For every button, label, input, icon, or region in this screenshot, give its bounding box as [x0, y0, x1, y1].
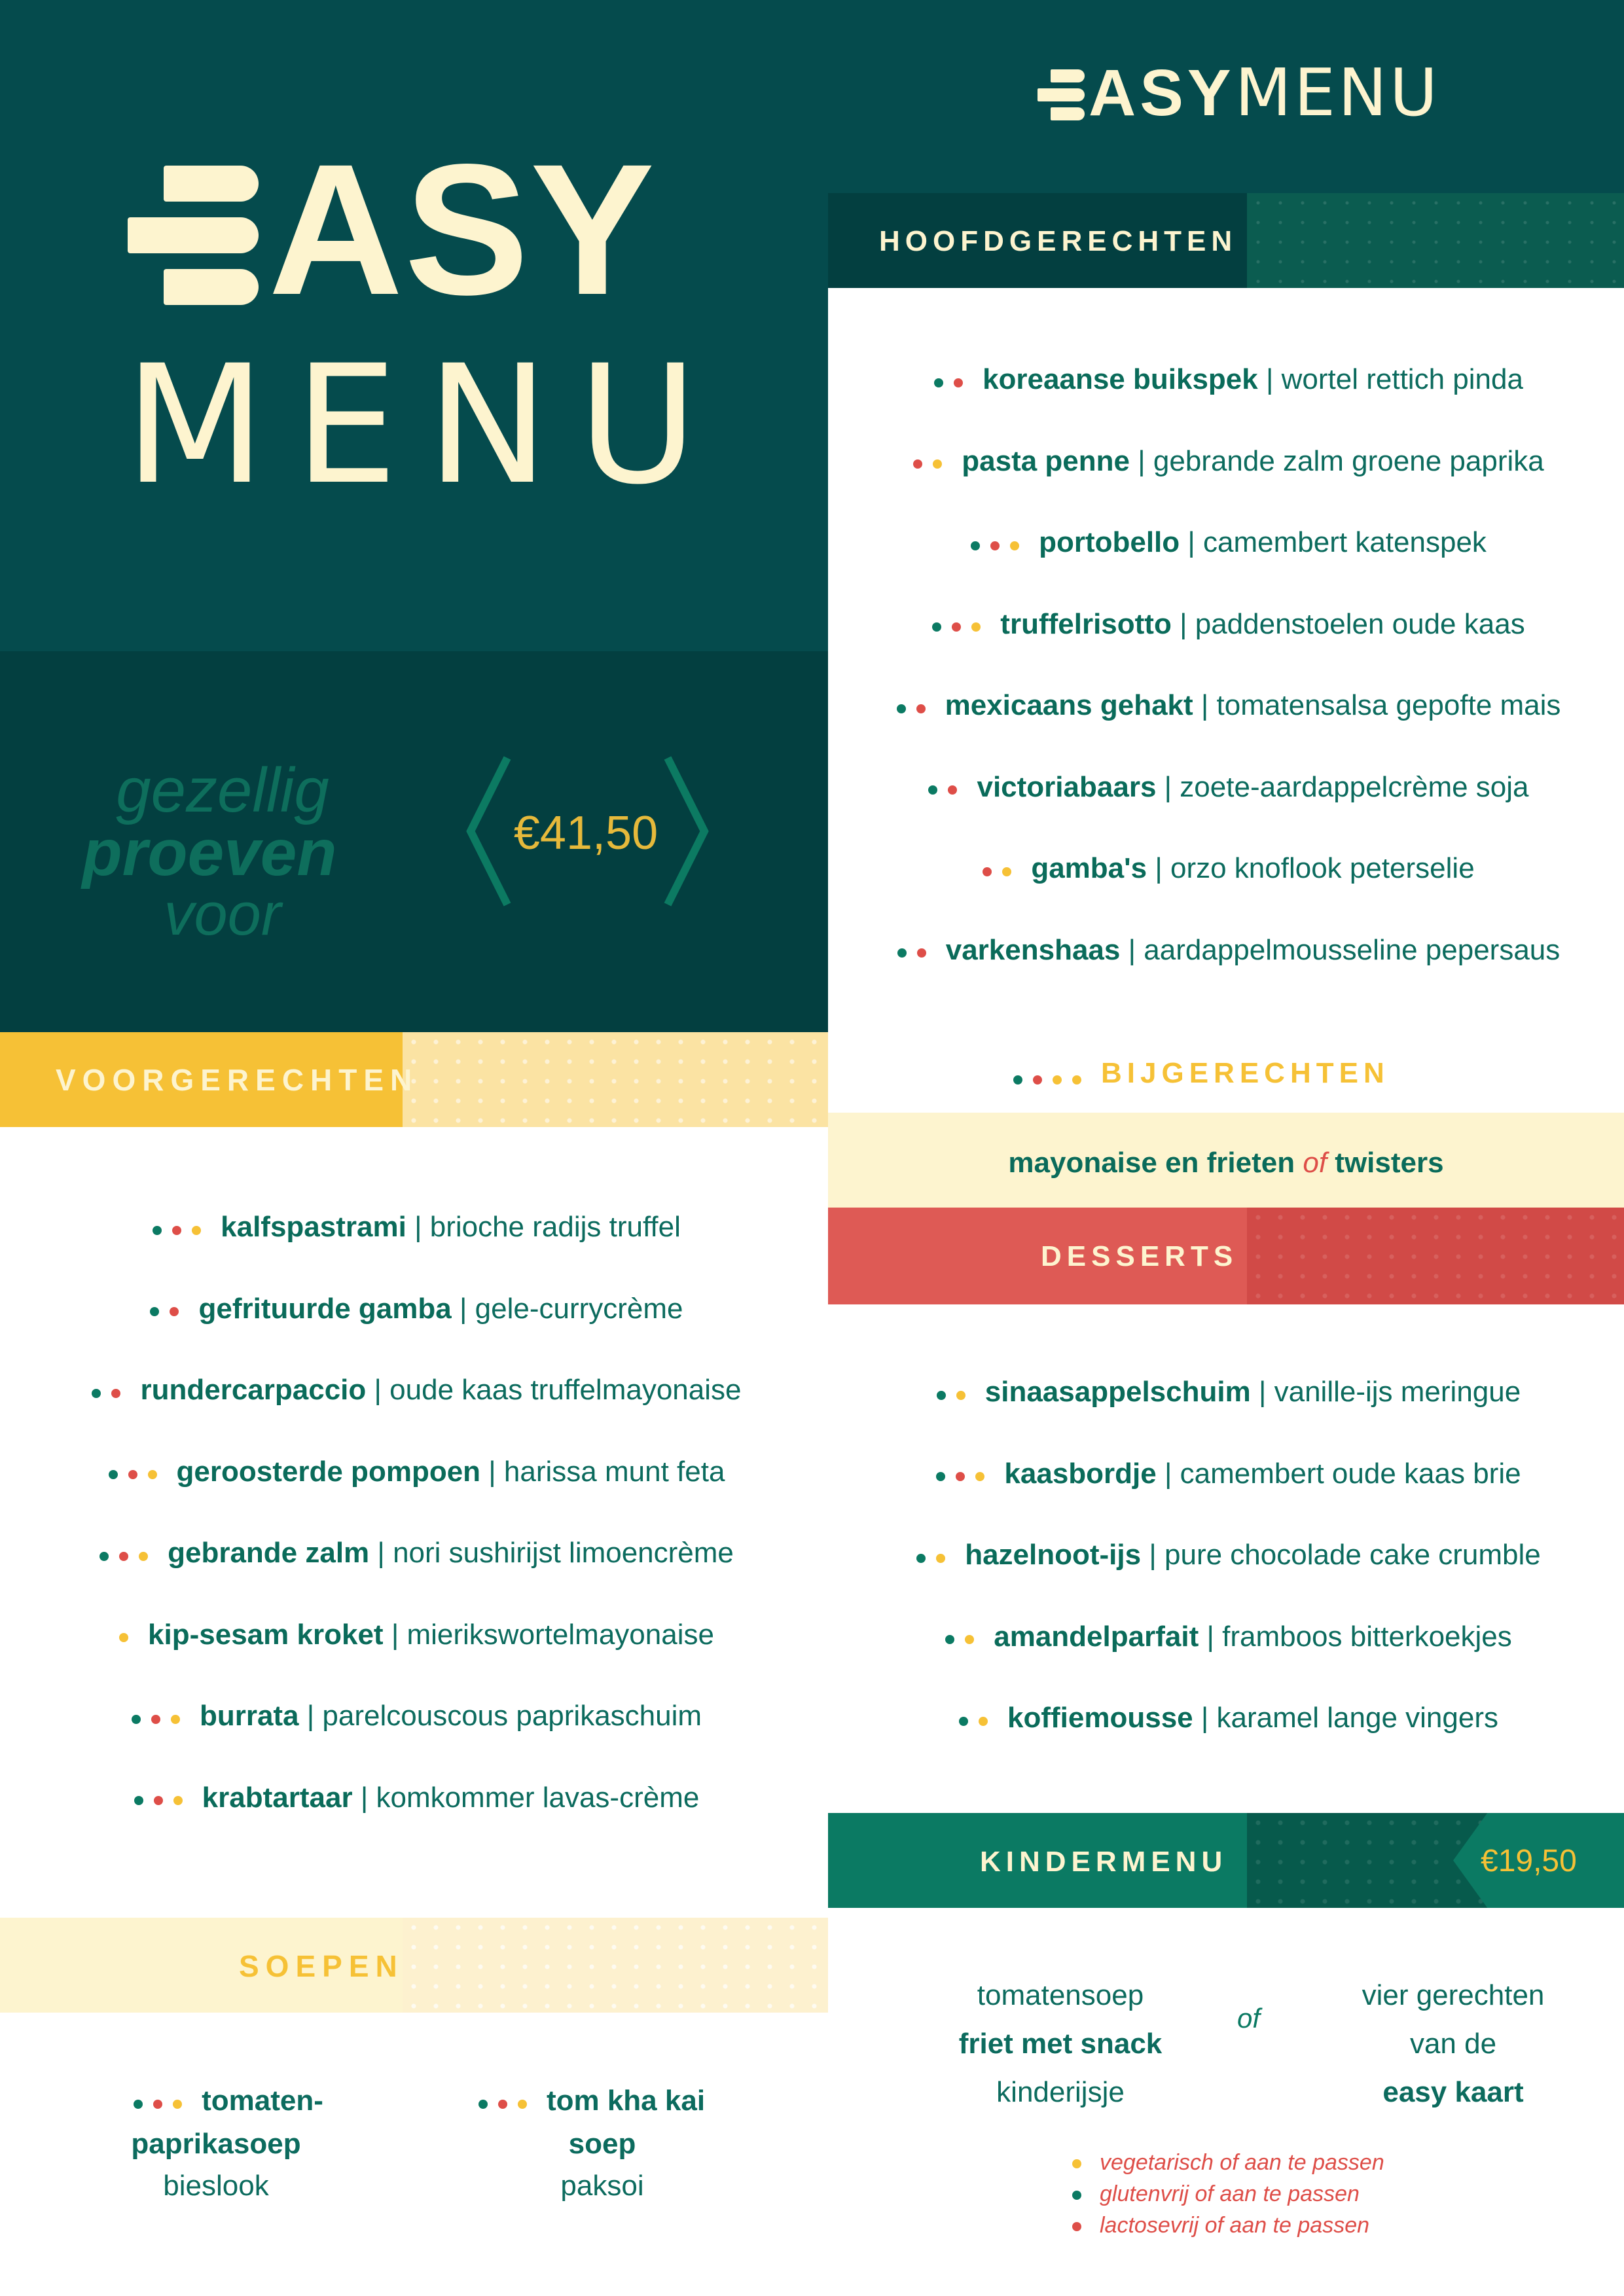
diet-dot-icon	[134, 1796, 143, 1805]
diet-dot-icon	[933, 459, 942, 469]
menu-item-name: truffelrisotto	[1000, 607, 1172, 640]
voorgerechten-title: VOORGERECHTEN	[56, 1063, 419, 1097]
soup-tomkhakai	[419, 2085, 759, 2202]
diet-dots	[129, 1783, 188, 1816]
menu-item-desc: | paddenstoelen oude kaas	[1180, 607, 1525, 640]
kindermenu-right-1: vier gerechten	[1362, 1979, 1545, 2011]
bijgerechten-text-2: twisters	[1335, 1147, 1444, 1179]
menu-item	[0, 1537, 828, 1571]
diet-dot-icon	[111, 1389, 120, 1398]
diet-dot-icon	[936, 1554, 945, 1563]
diet-dots	[954, 1703, 993, 1736]
diet-dots	[94, 1538, 153, 1571]
hero-logo-menu: MENU	[124, 330, 727, 520]
menu-item-desc: | harissa munt feta	[488, 1455, 725, 1488]
soup-tomkhakai-line2: soep	[568, 2128, 636, 2161]
menu-item-name: koffiemousse	[1007, 1702, 1193, 1734]
menu-item	[828, 1458, 1624, 1492]
diet-dots	[929, 365, 968, 397]
menu-item	[828, 445, 1624, 479]
soepen-pattern	[403, 1918, 828, 2013]
header-logo-menu: MENU	[1235, 54, 1441, 131]
diet-dots	[103, 1457, 162, 1490]
menu-item	[828, 1702, 1624, 1736]
diet-dot-icon	[916, 704, 926, 713]
kindermenu-price: €19,50	[1481, 1844, 1577, 1878]
diet-dot-icon	[99, 1552, 109, 1561]
diet-dot-icon	[153, 1226, 162, 1235]
hoofdgerechten-title: HOOFDGERECHTEN	[879, 225, 1238, 257]
diet-dot-icon	[109, 1470, 118, 1479]
diet-dots	[923, 772, 962, 805]
diet-dot-icon	[170, 1307, 179, 1316]
soup-tomaten-dots	[128, 2086, 187, 2119]
legend-item	[1067, 2210, 1525, 2241]
menu-item-desc: | orzo knoflook peterselie	[1155, 852, 1475, 884]
diet-dots	[126, 1701, 185, 1734]
menu-item	[828, 1621, 1624, 1655]
kindermenu-left-2: friet met snack	[958, 2028, 1163, 2060]
diet-dot-icon	[971, 622, 981, 632]
menu-item	[0, 1374, 828, 1408]
diet-dots	[892, 935, 931, 968]
menu-item-name: gamba's	[1031, 852, 1147, 884]
menu-item	[828, 771, 1624, 805]
legend-text: glutenvrij of aan te passen	[1100, 2181, 1360, 2206]
menu-item	[0, 1456, 828, 1490]
diet-dot-icon	[132, 1715, 141, 1724]
tagline-voor: voor	[164, 881, 281, 948]
menu-item-desc: | wortel rettich pinda	[1265, 363, 1523, 395]
legend-item	[1067, 2147, 1525, 2178]
menu-item	[828, 608, 1624, 642]
kindermenu-left-3: kinderijsje	[996, 2076, 1125, 2108]
menu-item-desc: | camembert katenspek	[1187, 526, 1487, 558]
legend-item	[1067, 2178, 1525, 2210]
header-logo-bars-icon	[1038, 68, 1085, 122]
tagline-gezellig: gezellig	[116, 755, 329, 825]
kindermenu-left	[916, 1971, 1204, 2117]
diet-dots	[911, 1540, 950, 1573]
diet-dot-icon	[917, 948, 926, 958]
diet-dot-icon	[173, 1796, 183, 1805]
diet-dot-icon	[1010, 541, 1019, 550]
diet-dot-icon	[934, 378, 943, 387]
diet-dots	[940, 1622, 979, 1655]
diet-dot-icon	[956, 1391, 965, 1400]
diet-dot-icon	[916, 1554, 926, 1563]
soup-tomaten-line2: paprikasoep	[131, 2128, 301, 2161]
price-bracket-right-icon	[661, 753, 713, 910]
menu-item-name: sinaasappelschuim	[984, 1376, 1251, 1408]
kindermenu-of: of	[1237, 2003, 1261, 2034]
diet-dots	[931, 1377, 971, 1410]
diet-dot-icon	[928, 785, 937, 795]
menu-item-desc: | pure chocolade cake crumble	[1149, 1539, 1541, 1571]
tagline-proeven: proeven	[82, 816, 337, 889]
bijgerechten-header	[1008, 1059, 1466, 1092]
menu-item	[0, 1700, 828, 1734]
kindermenu-right-2: van de	[1409, 2028, 1497, 2060]
diet-dot-icon	[945, 1635, 954, 1644]
menu-item	[0, 1619, 828, 1653]
menu-item	[0, 1211, 828, 1245]
menu-item-name: portobello	[1039, 526, 1180, 558]
diet-dot-icon	[92, 1389, 101, 1398]
menu-item-desc: | brioche radijs truffel	[414, 1211, 681, 1243]
menu-item	[828, 1539, 1624, 1573]
kindermenu-right	[1316, 1971, 1591, 2117]
menu-item-name: geroosterde pompoen	[176, 1455, 481, 1488]
hoofdgerechten-pattern	[1247, 193, 1624, 288]
menu-item-name: kaasbordje	[1004, 1457, 1157, 1490]
diet-dot-icon	[1002, 867, 1011, 876]
menu-item	[828, 363, 1624, 397]
kindermenu-title: KINDERMENU	[980, 1846, 1228, 1878]
diet-dots	[114, 1620, 134, 1653]
kindermenu-right-3: easy kaart	[1382, 2076, 1524, 2108]
menu-item	[0, 1293, 828, 1327]
legend-dot-icon	[1072, 2191, 1081, 2200]
diet-dot-icon	[971, 541, 980, 550]
diet-dot-icon	[150, 1307, 159, 1316]
menu-item-name: victoriabaars	[977, 770, 1157, 803]
bijgerechten-text-of: of	[1303, 1147, 1327, 1179]
desserts-pattern	[1247, 1208, 1624, 1304]
diet-dot-icon	[154, 1796, 163, 1805]
soup-tomkhakai-line1: tom kha kai	[546, 2085, 706, 2117]
menu-item-name: amandelparfait	[994, 1620, 1199, 1653]
voorgerechten-list	[0, 1211, 828, 1833]
diet-dot-icon	[192, 1226, 201, 1235]
header-logo-easy: ASY	[1089, 56, 1235, 130]
legend-text: lactosevrij of aan te passen	[1100, 2213, 1370, 2238]
diet-dot-icon	[959, 1717, 968, 1726]
legend-text: vegetarisch of aan te passen	[1100, 2150, 1384, 2175]
soup-tomkhakai-dots	[473, 2086, 532, 2119]
hoofdgerechten-list	[828, 363, 1624, 985]
menu-item-desc: | karamel lange vingers	[1200, 1702, 1498, 1734]
diet-dots	[147, 1212, 206, 1245]
bijgerechten-title: BIJGERECHTEN	[1101, 1057, 1390, 1089]
menu-item-desc: | gele-currycrème	[460, 1292, 683, 1325]
menu-item-desc: | tomatensalsa gepofte mais	[1200, 689, 1561, 721]
soup-tomaten	[72, 2085, 380, 2202]
diet-dots	[86, 1375, 126, 1408]
desserts-title: DESSERTS	[1041, 1240, 1238, 1272]
diet-dot-icon	[956, 1472, 965, 1481]
diet-dot-icon	[139, 1552, 148, 1561]
voorgerechten-pattern	[403, 1032, 828, 1127]
diet-dot-icon	[932, 622, 941, 632]
diet-dot-icon	[979, 1717, 988, 1726]
diet-dots	[977, 853, 1017, 886]
diet-dot-icon	[151, 1715, 160, 1724]
hero-logo-easy: ASY	[268, 126, 657, 334]
diet-dot-icon	[937, 1391, 946, 1400]
diet-dots	[927, 609, 986, 642]
menu-item-desc: | vanille-ijs meringue	[1258, 1376, 1521, 1408]
diet-dot-icon	[990, 541, 1000, 550]
diet-dot-icon	[952, 622, 961, 632]
menu-item-desc: | camembert oude kaas brie	[1164, 1457, 1521, 1490]
menu-item-desc: | zoete-aardappelcrème soja	[1164, 770, 1529, 803]
menu-item-desc: | aardappelmousseline pepersaus	[1128, 933, 1561, 966]
menu-item-desc: | framboos bitterkoekjes	[1206, 1620, 1512, 1653]
main-price: €41,50	[513, 807, 659, 859]
menu-item	[828, 934, 1624, 968]
tagline	[65, 755, 380, 956]
diet-dot-icon	[128, 1470, 137, 1479]
menu-item-name: burrata	[199, 1700, 299, 1732]
menu-item	[0, 1782, 828, 1816]
kindermenu-left-1: tomatensoep	[977, 1979, 1144, 2011]
diet-dots	[965, 528, 1024, 560]
diet-dot-icon	[948, 785, 957, 795]
soup-tomkhakai-line3: paksoi	[560, 2170, 644, 2202]
header-logo	[1038, 54, 1483, 131]
menu-item-desc: | oude kaas truffelmayonaise	[374, 1374, 742, 1406]
diet-dot-icon	[965, 1635, 974, 1644]
diet-dots	[931, 1459, 990, 1492]
menu-item	[828, 852, 1624, 886]
diet-dot-icon	[119, 1633, 128, 1642]
soup-tomaten-line3: bieslook	[163, 2170, 269, 2202]
diet-dot-icon	[897, 704, 906, 713]
menu-item-name: kip-sesam kroket	[148, 1618, 384, 1651]
logo-bars-icon	[128, 160, 259, 311]
menu-item-name: krabtartaar	[202, 1781, 353, 1814]
diet-dot-icon	[172, 1226, 181, 1235]
menu-item-desc: | nori sushirijst limoencrème	[377, 1537, 734, 1569]
diet-dots	[892, 691, 931, 723]
desserts-list	[828, 1376, 1624, 1768]
menu-item-name: koreaanse buikspek	[983, 363, 1258, 395]
menu-item-name: gefrituurde gamba	[198, 1292, 452, 1325]
menu-item-name: mexicaans gehakt	[945, 689, 1193, 721]
menu-item-desc: | komkommer lavas-crème	[360, 1781, 700, 1814]
diet-dot-icon	[171, 1715, 180, 1724]
diet-dot-icon	[119, 1552, 128, 1561]
diet-dots	[908, 446, 947, 479]
menu-item	[828, 689, 1624, 723]
bijgerechten-text-1: mayonaise en frieten	[1008, 1147, 1295, 1179]
soepen-title: SOEPEN	[239, 1949, 404, 1983]
menu-item-desc: | gebrande zalm groene paprika	[1138, 444, 1544, 477]
diet-dot-icon	[975, 1472, 984, 1481]
hero-logo	[128, 126, 691, 334]
menu-item	[828, 1376, 1624, 1410]
menu-item-name: kalfspastrami	[221, 1211, 406, 1243]
menu-item-name: pasta penne	[962, 444, 1130, 477]
menu-item-name: varkenshaas	[945, 933, 1121, 966]
menu-item-name: rundercarpaccio	[140, 1374, 367, 1406]
legend-dot-icon	[1072, 2159, 1081, 2168]
dietary-legend	[1067, 2147, 1525, 2241]
diet-dot-icon	[983, 867, 992, 876]
menu-item-name: hazelnoot-ijs	[965, 1539, 1142, 1571]
diet-dot-icon	[954, 378, 963, 387]
diet-dot-icon	[913, 459, 922, 469]
diet-dot-icon	[148, 1470, 157, 1479]
diet-dot-icon	[897, 948, 907, 958]
bijgerechten-dots	[1008, 1074, 1087, 1086]
menu-item-desc: | mierikswortelmayonaise	[391, 1618, 714, 1651]
menu-item-name: gebrande zalm	[168, 1537, 370, 1569]
bijgerechten-text	[828, 1147, 1624, 1179]
soup-tomaten-line1: tomaten-	[202, 2085, 323, 2117]
diet-dots	[145, 1294, 184, 1327]
legend-dot-icon	[1072, 2222, 1081, 2231]
menu-item	[828, 526, 1624, 560]
menu-item-desc: | parelcouscous paprikaschuim	[306, 1700, 702, 1732]
diet-dot-icon	[936, 1472, 945, 1481]
